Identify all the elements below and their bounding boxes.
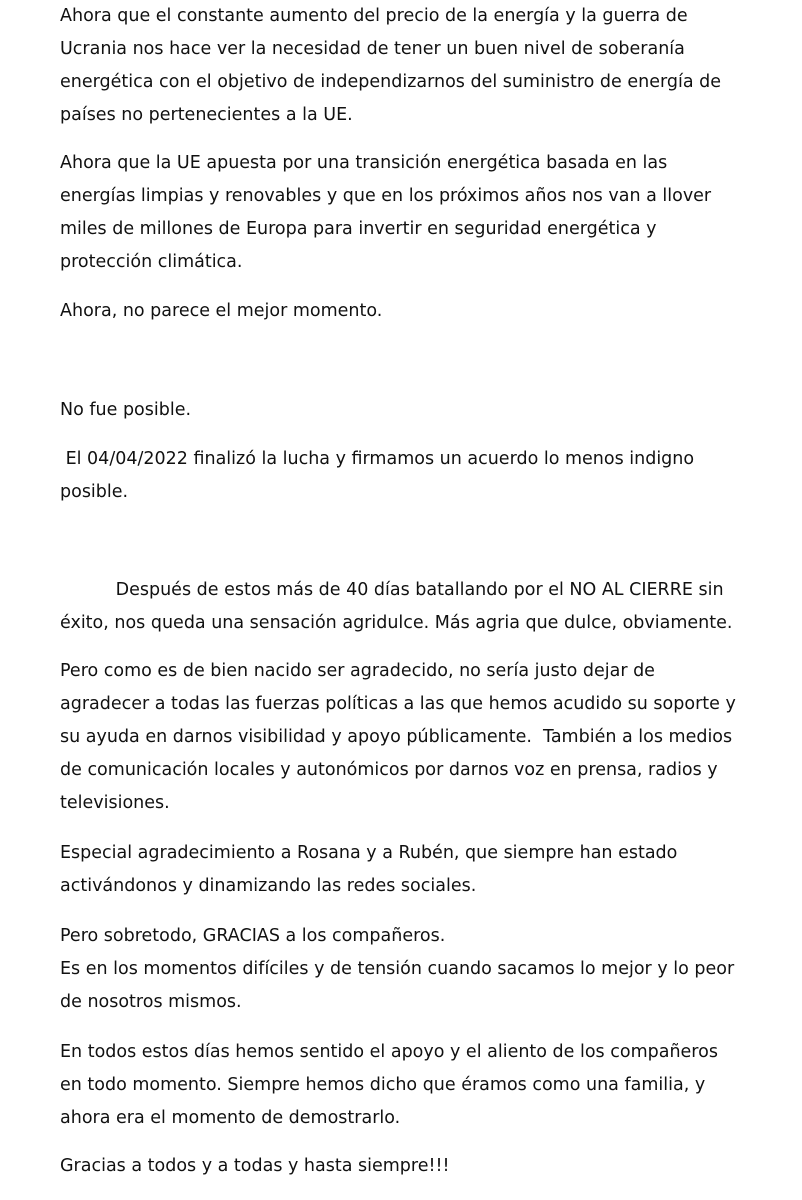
text-line: Pero sobretodo, GRACIAS a los compañeros.: [60, 926, 446, 946]
text-line: Ucrania nos hace ver la necesidad de tener un buen nivel de soberanía: [60, 39, 685, 59]
text-line: Pero como es de bien nacido ser agradecido, no sería justo dejar de: [60, 661, 655, 681]
text-line: posible.: [60, 482, 129, 502]
text-line: en todo momento. Siempre hemos dicho que éramos como una familia, y: [60, 1075, 706, 1095]
text-line: Ahora que la UE apuesta por una transición energética basada en las: [60, 153, 668, 173]
text-line: miles de millones de Europa para invertir en seguridad energética y: [60, 219, 657, 239]
text-line: Es en los momentos difíciles y de tensión cuando sacamos lo mejor y lo peor: [60, 959, 735, 979]
text-line: energías limpias y renovables y que en los próximos años nos van a llover: [60, 186, 712, 206]
text-line: agradecer a todas las fuerzas políticas a las que hemos acudido su soporte y: [60, 694, 736, 714]
text-line: de comunicación locales y autonómicos por darnos voz en prensa, radios y: [60, 760, 718, 780]
text-line: activándonos y dinamizando las redes sociales.: [60, 876, 477, 896]
text-line: El 04/04/2022 finalizó la lucha y firmamos un acuerdo lo menos indigno: [60, 449, 695, 469]
text-line: protección climática.: [60, 252, 243, 272]
text-line: éxito, nos queda una sensación agridulce. Más agria que dulce, obviamente.: [60, 613, 733, 633]
text-line: No fue posible.: [60, 400, 192, 420]
text-line: En todos estos días hemos sentido el apoyo y el aliento de los compañeros: [60, 1042, 718, 1062]
text-line: Gracias a todos y a todas y hasta siempre!!!: [60, 1156, 450, 1176]
text-line: países no pertenecientes a la UE.: [60, 105, 353, 125]
text-line: Especial agradecimiento a Rosana y a Rubén, que siempre han estado: [60, 843, 678, 863]
text-line: televisiones.: [60, 793, 170, 813]
text-line: ahora era el momento de demostrarlo.: [60, 1108, 401, 1128]
text-line: energética con el objetivo de independizarnos del suministro de energía de: [60, 72, 721, 92]
text-line: Ahora que el constante aumento del precio de la energía y la guerra de: [60, 6, 688, 26]
text-line: su ayuda en darnos visibilidad y apoyo públicamente. También a los medios: [60, 727, 733, 747]
text-line: Ahora, no parece el mejor momento.: [60, 301, 383, 321]
text-line: Después de estos más de 40 días batallando por el NO AL CIERRE sin: [60, 580, 724, 600]
text-line: de nosotros mismos.: [60, 992, 242, 1012]
